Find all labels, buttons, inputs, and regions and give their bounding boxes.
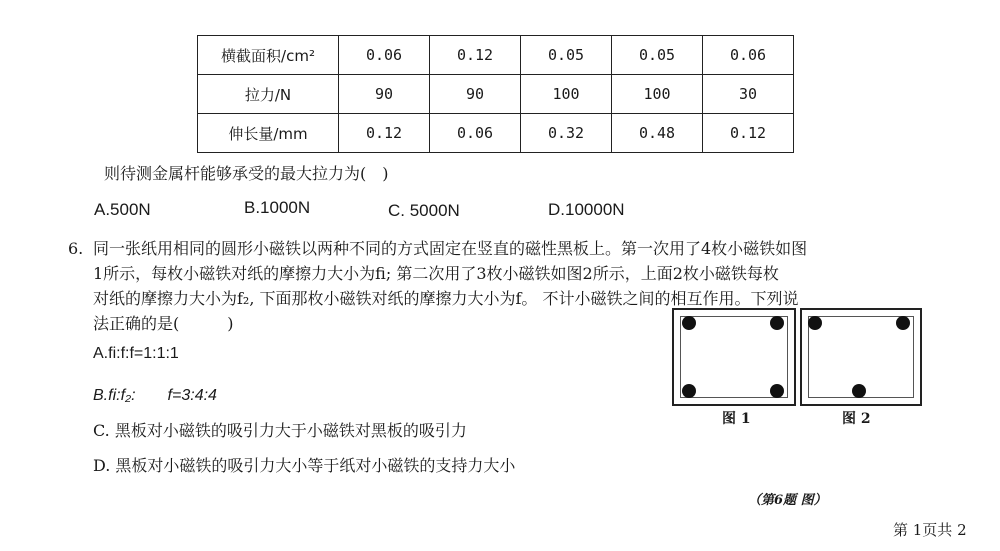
figure-caption: （第6题 图） xyxy=(748,493,827,508)
q5-option-c[interactable]: C. 5000N xyxy=(388,201,460,220)
table-cell: 0.12 xyxy=(339,114,430,153)
magnet-icon xyxy=(770,316,784,330)
q6-option-a[interactable]: A.fi:f:f=1:1:1 xyxy=(93,345,179,362)
table-cell: 0.05 xyxy=(521,36,612,75)
q5-option-b[interactable]: B.1000N xyxy=(244,198,311,217)
q6-line-1: 同一张纸用相同的圆形小磁铁以两种不同的方式固定在竖直的磁性黑板上。第一次用了4枚小磁铁如图 xyxy=(93,239,808,258)
table-cell: 0.32 xyxy=(521,114,612,153)
table-row xyxy=(198,36,794,75)
q6-line-3: 对纸的摩擦力大小为f₂, 下面那枚小磁铁对纸的摩擦力大小为f。 不计小磁铁之间的相互作用。下列说 xyxy=(93,289,799,308)
figure-2-paper xyxy=(800,308,922,406)
magnet-icon xyxy=(682,316,696,330)
q6-option-d[interactable]: D. 黑板对小磁铁的吸引力大小等于纸对小磁铁的支持力大小 xyxy=(93,456,516,475)
magnet-icon xyxy=(808,316,822,330)
q6-option-b[interactable]: B.fi:f₂: f=3:4:4 xyxy=(93,387,217,404)
magnet-icon xyxy=(852,384,866,398)
magnet-icon xyxy=(682,384,696,398)
table-cell: 30 xyxy=(703,75,794,114)
magnet-icon xyxy=(896,316,910,330)
table-cell: 100 xyxy=(612,75,703,114)
figure-2-label: 图 2 xyxy=(842,411,871,427)
table-cell: 90 xyxy=(339,75,430,114)
figure-1-paper xyxy=(672,308,796,406)
table-cell: 0.06 xyxy=(430,114,521,153)
table-cell: 0.06 xyxy=(703,36,794,75)
q6-line-4: 法正确的是( ) xyxy=(93,314,234,333)
row-header: 横截面积/cm² xyxy=(198,36,339,75)
table-cell: 0.06 xyxy=(339,36,430,75)
table-cell: 0.48 xyxy=(612,114,703,153)
table-row xyxy=(198,114,794,153)
table-cell: 0.05 xyxy=(612,36,703,75)
q5-option-d[interactable]: D.10000N xyxy=(548,200,625,219)
q5-stem: 则待测金属杆能够承受的最大拉力为( ) xyxy=(104,164,389,183)
figure-1-label: 图 1 xyxy=(722,411,751,427)
table-cell: 90 xyxy=(430,75,521,114)
magnet-icon xyxy=(770,384,784,398)
data-table xyxy=(197,35,794,153)
table-cell: 0.12 xyxy=(430,36,521,75)
table-cell: 0.12 xyxy=(703,114,794,153)
q6-option-c[interactable]: C. 黑板对小磁铁的吸引力大于小磁铁对黑板的吸引力 xyxy=(93,421,467,440)
row-header: 拉力/N xyxy=(198,75,339,114)
table-cell: 100 xyxy=(521,75,612,114)
q5-option-a[interactable]: A.500N xyxy=(94,200,151,219)
table-row xyxy=(198,75,794,114)
page-footer: 第 1页共 2 xyxy=(893,521,967,539)
q6-number: 6. xyxy=(68,239,84,258)
row-header: 伸长量/mm xyxy=(198,114,339,153)
q6-line-2: 1所示，每枚小磁铁对纸的摩擦力大小为fi; 第二次用了3枚小磁铁如图2所示，上面2枚小磁铁每枚 xyxy=(93,264,779,283)
